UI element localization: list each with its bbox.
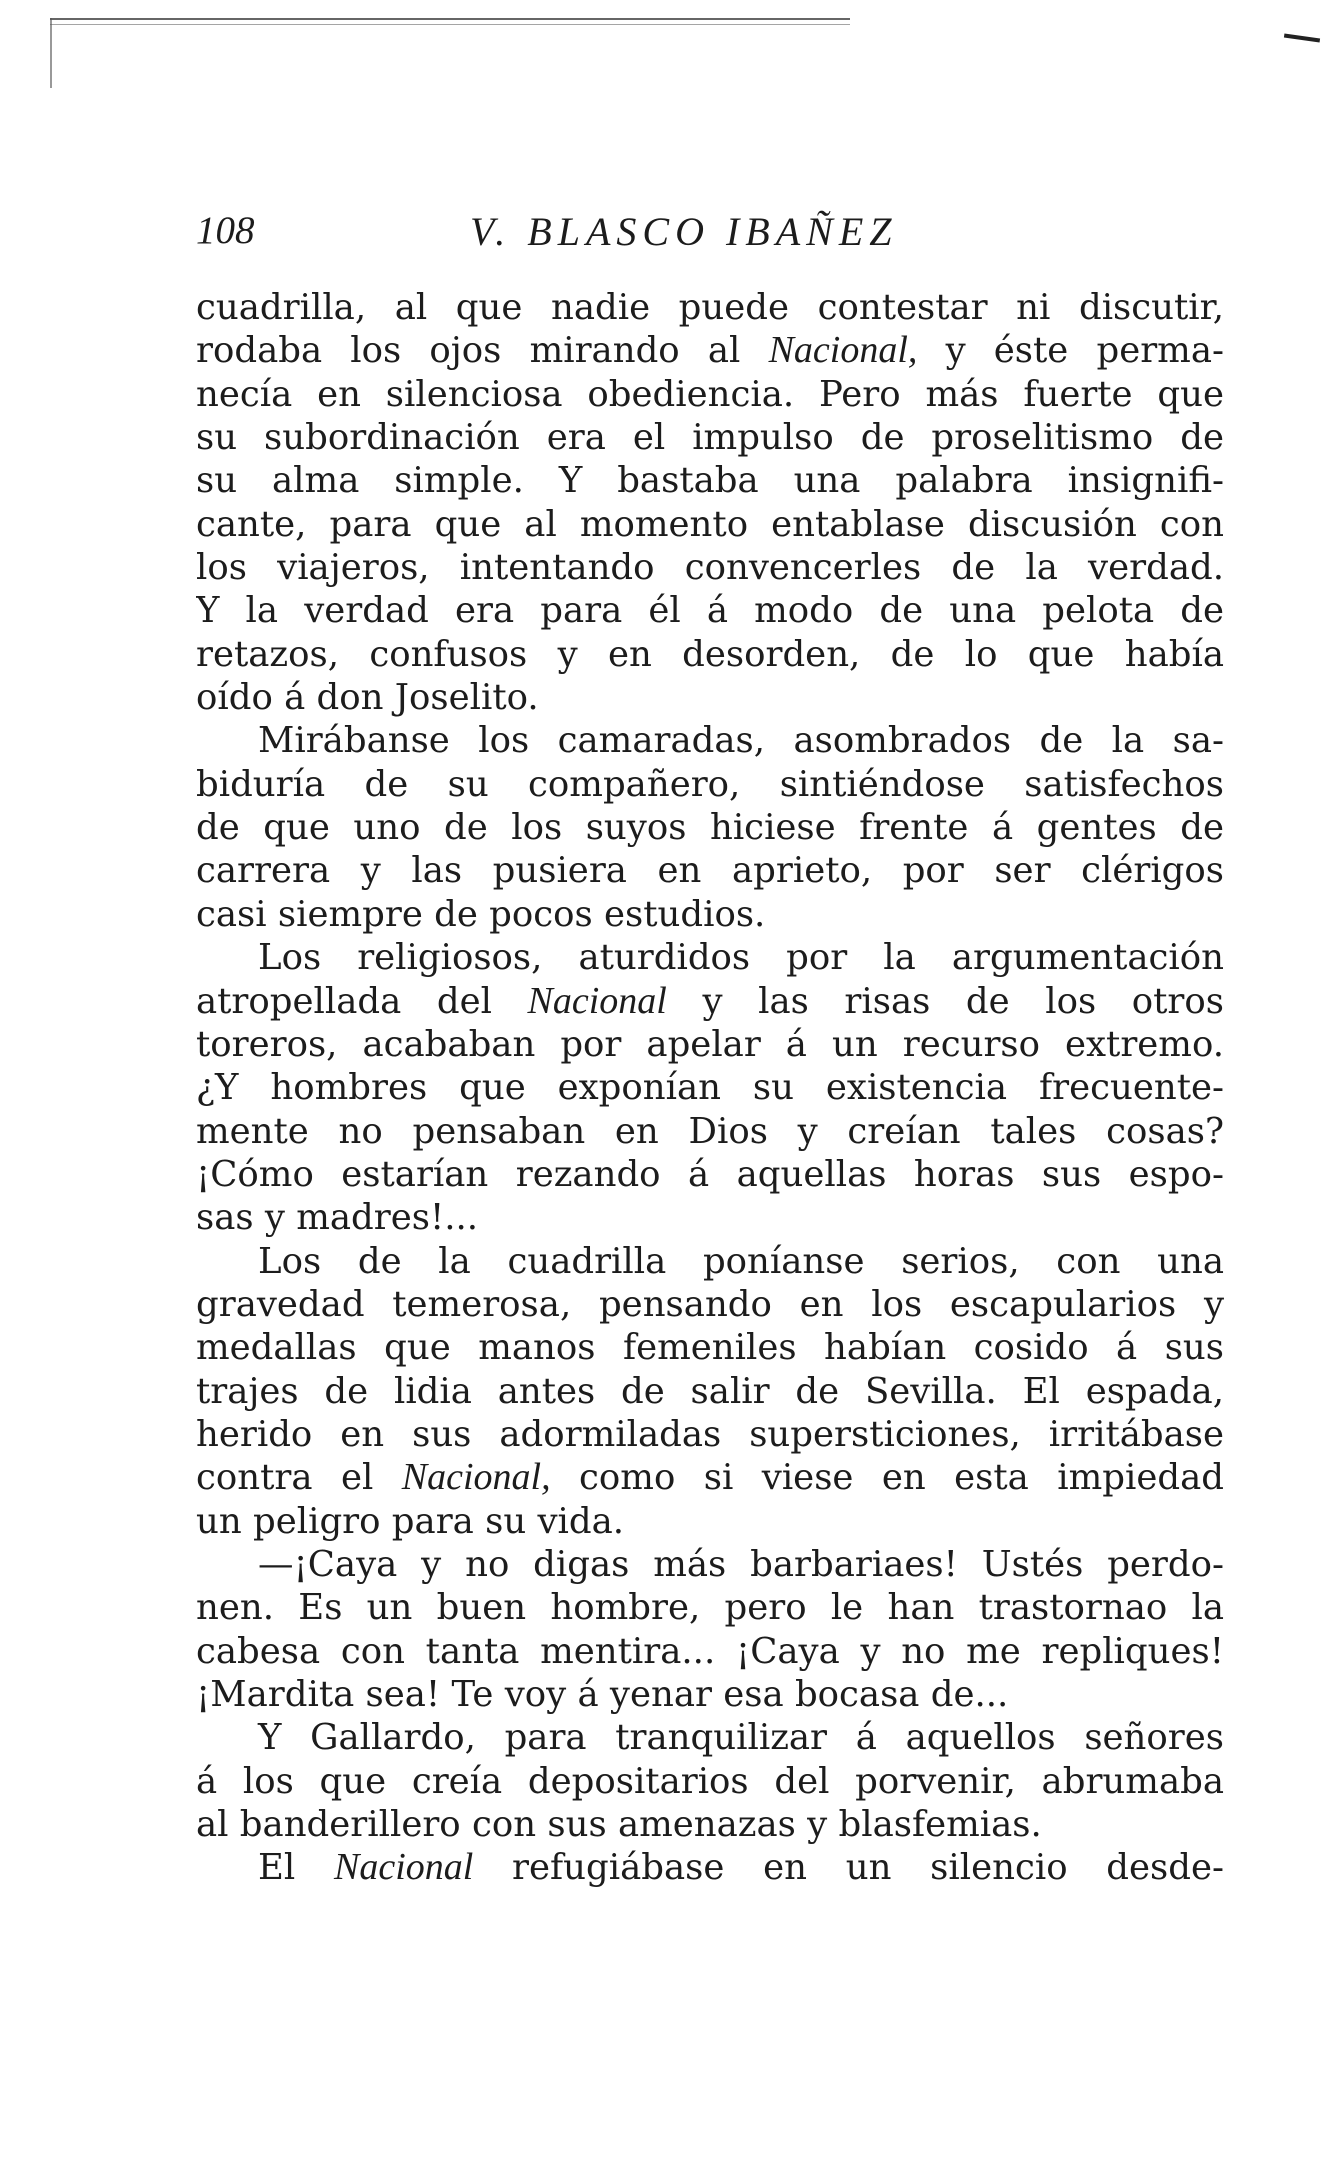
- text-line: ¡Mardita sea! Te voy á yenar esa bocasa de...: [196, 1674, 1009, 1715]
- text-line: Los de la cuadrilla poníanse serios, con una: [258, 1240, 1224, 1282]
- italic-name: Nacional,: [401, 1456, 551, 1499]
- scan-edge-mark: [50, 18, 52, 88]
- text-line: Mirábanse los camaradas, asombrados de la sa-: [258, 720, 1224, 762]
- text-line: Los religiosos, aturdidos por la argumentación: [258, 937, 1224, 979]
- scan-edge-rule: [50, 18, 850, 25]
- text-line: su alma simple. Y bastaba una palabra insignifi-: [196, 460, 1224, 502]
- text-line: —¡Caya y no digas más barbariaes! Ustés perdo-: [258, 1543, 1224, 1585]
- paragraph: [196, 286, 1224, 719]
- text-line: gravedad temerosa, pensando en los escapularios y: [196, 1283, 1224, 1325]
- text-line: á los que creía depositarios del porvenir, abrumaba: [196, 1760, 1224, 1802]
- text-line: cante, para que al momento entablase discusión con: [196, 503, 1224, 545]
- running-head: V. BLASCO IBAÑEZ: [470, 209, 898, 254]
- text-line: toreros, acababan por apelar á un recurso extremo.: [196, 1023, 1224, 1065]
- text-line: El Nacional refugiábase en un silencio desde-: [258, 1846, 1224, 1889]
- text-line: trajes de lidia antes de salir de Sevilla. El espada,: [196, 1370, 1224, 1412]
- text-line: rodaba los ojos mirando al Nacional, y éste perma-: [196, 329, 1224, 372]
- italic-name: Nacional: [527, 979, 667, 1022]
- text-line: necía en silenciosa obediencia. Pero más fuerte que: [196, 373, 1224, 415]
- text-line: mente no pensaban en Dios y creían tales cosas?: [196, 1110, 1224, 1152]
- text-line: los viajeros, intentando convencerles de la verdad.: [196, 547, 1224, 589]
- text-line: al banderillero con sus amenazas y blasfemias.: [196, 1804, 1042, 1846]
- text-line: retazos, confusos y en desorden, de lo que había: [196, 633, 1224, 675]
- text-line: casi siempre de pocos estudios.: [196, 893, 766, 935]
- scan-corner-mark: [1284, 34, 1320, 43]
- text-line: cabesa con tanta mentira... ¡Caya y no me repliques!: [196, 1630, 1224, 1672]
- paragraph: [196, 719, 1224, 936]
- paragraph: [196, 1543, 1224, 1716]
- text-line: Y Gallardo, para tranquilizar á aquellos señores: [258, 1717, 1224, 1759]
- text-line: ¿Y hombres que exponían su existencia frecuente-: [196, 1067, 1224, 1109]
- paragraph: [196, 936, 1224, 1239]
- text-line: nen. Es un buen hombre, pero le han trastornao la: [196, 1587, 1224, 1629]
- paragraph: [196, 1846, 1224, 1889]
- text-line: ¡Cómo estarían rezando á aquellas horas sus espo-: [196, 1153, 1224, 1195]
- text-line: Y la verdad era para él á modo de una pelota de: [196, 590, 1224, 632]
- text-line: medallas que manos femeniles habían cosido á sus: [196, 1327, 1224, 1369]
- text-line: un peligro para su vida.: [196, 1500, 625, 1542]
- italic-name: Nacional: [334, 1846, 474, 1889]
- italic-name: Nacional,: [768, 329, 918, 372]
- text-line: biduría de su compañero, sintiéndose satisfechos: [196, 763, 1224, 805]
- paragraph: [196, 1240, 1224, 1543]
- text-line: contra el Nacional, como si viese en esta impiedad: [196, 1456, 1224, 1499]
- text-line: sas y madres!...: [196, 1197, 479, 1239]
- page-header: [196, 208, 1226, 268]
- page-number: 108: [196, 209, 255, 252]
- text-line: herido en sus adormiladas supersticiones, irritábase: [196, 1413, 1224, 1455]
- paragraph: [196, 1716, 1224, 1846]
- text-line: oído á don Joselito.: [196, 677, 539, 719]
- text-line: su subordinación era el impulso de proselitismo de: [196, 417, 1224, 459]
- text-line: atropellada del Nacional y las risas de los otros: [196, 979, 1224, 1022]
- body-text: [196, 286, 1224, 1890]
- text-line: carrera y las pusiera en aprieto, por ser clérigos: [196, 850, 1224, 892]
- text-line: cuadrilla, al que nadie puede contestar ni discutir,: [196, 287, 1224, 328]
- text-line: de que uno de los suyos hiciese frente á gentes de: [196, 807, 1224, 849]
